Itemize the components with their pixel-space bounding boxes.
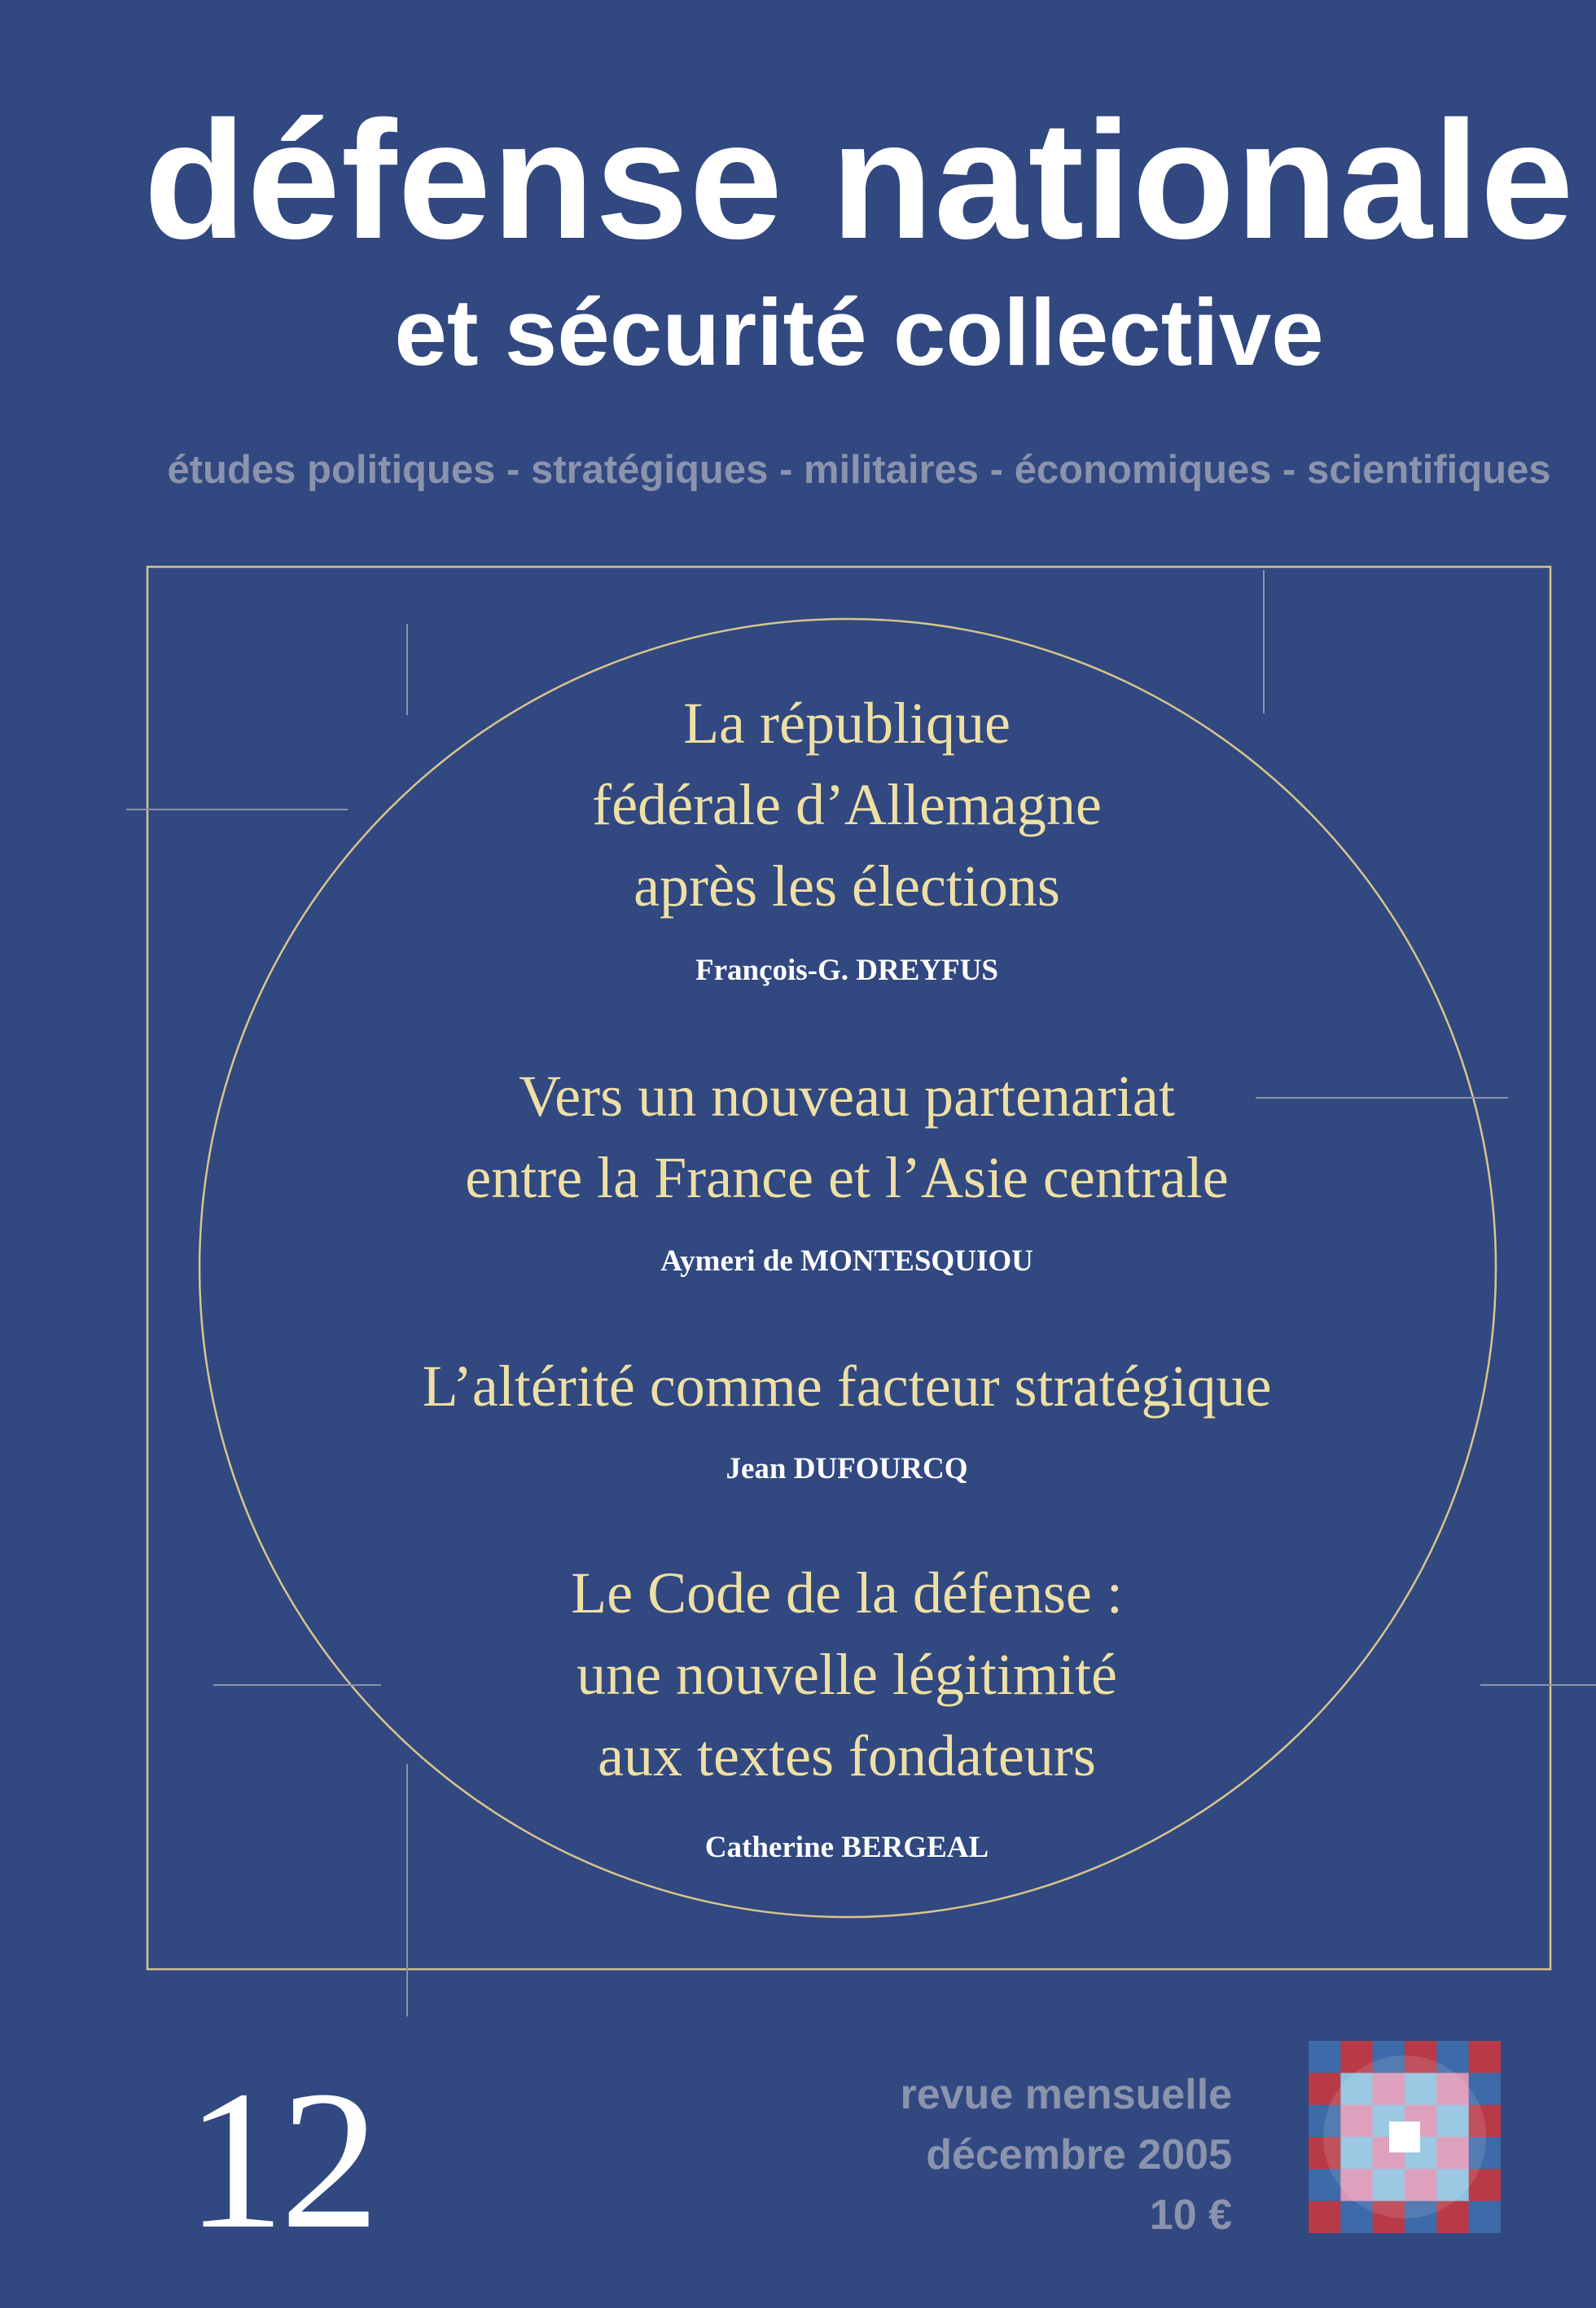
publisher-logo-icon [1309,2041,1501,2233]
issue-date: décembre 2005 [926,2131,1232,2179]
logo-tile [1469,2041,1501,2073]
logo-tile [1469,2201,1501,2233]
article-author-4: Catherine BERGEAL [704,1831,989,1864]
logo-tile [1309,2201,1341,2233]
article-title-4: Le Code de la défense : une nouvelle légitimité aux textes fondateurs [571,1560,1123,1788]
logo-center-square [1389,2122,1420,2152]
magazine-subtitle: et sécurité collective [394,279,1324,385]
article-author-1: François-G. DREYFUS [695,954,999,987]
magazine-tagline: études politiques - stratégiques - militaires - économiques - scientifiques [167,448,1551,492]
magazine-title: défense nationale [143,86,1575,274]
issue-price: 10 € [1149,2192,1232,2239]
logo-tile [1309,2041,1341,2073]
article-title-1: La république fédérale d’Allemagne après les élections [592,691,1102,919]
article-title-3: L’altérité comme facteur stratégique [422,1354,1272,1419]
article-title-2: Vers un nouveau partenariat entre la France et l’Asie centrale [465,1064,1229,1210]
article-author-3: Jean DUFOURCQ [726,1452,968,1485]
issue-frequency: revue mensuelle [900,2071,1232,2118]
issue-number: 12 [186,2050,375,2270]
article-author-2: Aymeri de MONTESQUIOU [660,1244,1033,1278]
